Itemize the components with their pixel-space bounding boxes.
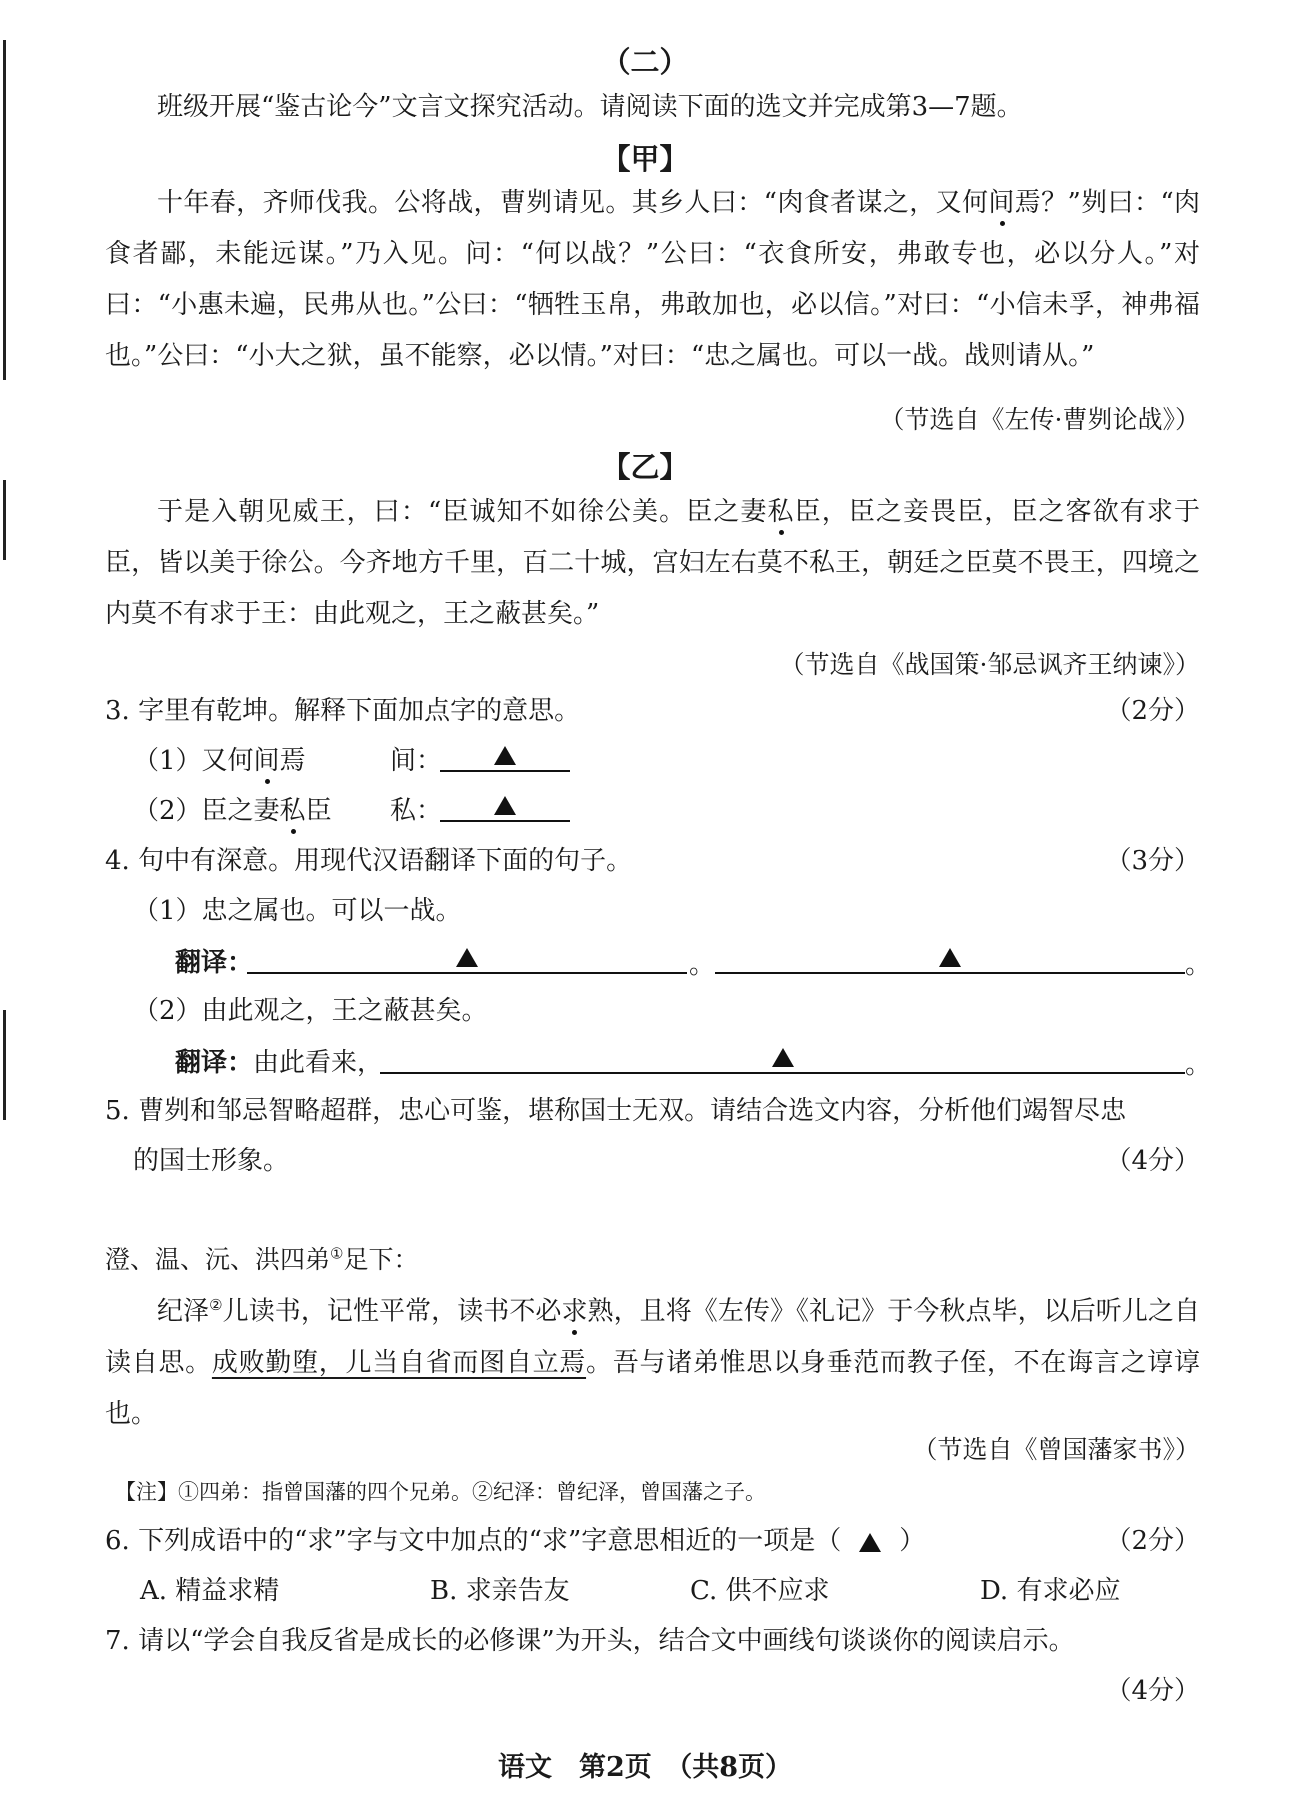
dotted-char: 间 bbox=[988, 188, 1015, 218]
q4-answer-blank-1b[interactable] bbox=[715, 942, 1185, 974]
q3-answer-blank-1[interactable] bbox=[440, 740, 570, 772]
q4-stem: 4. 句中有深意。用现代汉语翻译下面的句子。 （3分） bbox=[105, 840, 1200, 880]
passage-b-text: 于是入朝见威王，曰：“臣诚知不如徐公美。臣之妻私臣，臣之妾畏臣，臣之客欲有求于臣，皆以美于徐公。今齐地方千里，百二十城，宫妇左右莫不私王，朝廷之臣莫不畏王，四境之内莫不有求于王：由此观之，王之蔽甚矣。” bbox=[105, 497, 1200, 629]
triangle-icon bbox=[772, 1048, 794, 1067]
letter-source: （节选自《曾国藩家书》） bbox=[912, 1435, 1200, 1464]
q6-stem: 6. 下列成语中的“求”字与文中加点的“求”字意思相近的一项是（ ） （2分） bbox=[105, 1520, 1200, 1560]
margin-rule bbox=[3, 40, 6, 380]
q4-answer-blank-1a[interactable] bbox=[247, 942, 687, 974]
page-footer: 语文 第2页 （共8页） bbox=[497, 1752, 793, 1783]
q7-stem: 7. 请以“学会自我反省是成长的必修课”为开头，结合文中画线句谈谈你的阅读启示。 bbox=[105, 1626, 1075, 1656]
q6-option-c[interactable]: C. 供不应求 bbox=[690, 1576, 830, 1606]
triangle-icon bbox=[494, 746, 516, 765]
q3-answer-blank-2[interactable] bbox=[440, 790, 570, 822]
q7-score: （4分） bbox=[1105, 1676, 1200, 1706]
q5-score: （4分） bbox=[1105, 1146, 1200, 1176]
letter-note: 【注】①四弟：指曾国藩的四个兄弟。②纪泽：曾纪泽，曾国藩之子。 bbox=[115, 1480, 766, 1504]
q7-score-row bbox=[105, 1670, 1200, 1710]
letter-body: 纪泽②儿读书，记性平常，读书不必求熟，且将《左传》《礼记》于今秋点毕，以后听儿之自读自思。成败勤堕，儿当自省而图自立焉。吾与诸弟惟思以身垂范而教子侄，不在诲言之谆谆也。 bbox=[105, 1296, 1200, 1429]
section-title: （二） bbox=[601, 45, 689, 79]
q3-item1: （1）又何间焉 间： bbox=[133, 740, 633, 780]
q5-stem-line2: 的国士形象。 （4分） bbox=[133, 1140, 1200, 1180]
passage-a-text: 十年春，齐师伐我。公将战，曹刿请见。其乡人曰：“肉食者谋之，又何间焉？”刿曰：“肉食者鄙，未能远谋。”乃入见。问：“何以战？”公曰：“衣食所安，弗敢专也，必以分人。”对曰：“小惠未遍，民弗从也。”公曰：“牺牲玉帛，弗敢加也，必以信。”对曰：“小信未孚，神弗福也。”公曰：“小大之狱，虽不能察，必以情。”对曰：“忠之属也。可以一战。战则请从。” bbox=[105, 188, 1200, 371]
q5-stem-line1: 5. 曹刿和邹忌智略超群，忠心可鉴，堪称国士无双。请结合选文内容，分析他们竭智尽忠 bbox=[105, 1096, 1127, 1126]
triangle-icon bbox=[456, 948, 478, 967]
q3-item2: （2）臣之妻私臣 私： bbox=[133, 790, 633, 830]
margin-rule bbox=[3, 480, 6, 560]
q3-score: （2分） bbox=[1105, 696, 1200, 726]
q4-translation-2: 翻译：由此看来， 。 bbox=[175, 1042, 1200, 1082]
passage-b-source: （节选自《战国策·邹忌讽齐王纳谏》） bbox=[779, 650, 1200, 679]
triangle-icon bbox=[494, 796, 516, 815]
intro-text: 班级开展“鉴古论今”文言文探究活动。请阅读下面的选文并完成第3—7题。 bbox=[157, 92, 1023, 122]
q6-option-a[interactable]: A. 精益求精 bbox=[140, 1576, 280, 1606]
margin-rule bbox=[3, 1010, 6, 1120]
passage-a-heading: 【甲】 bbox=[601, 142, 689, 176]
dotted-char: 私 bbox=[767, 497, 795, 527]
triangle-icon bbox=[939, 948, 961, 967]
q6-score: （2分） bbox=[1105, 1526, 1200, 1556]
letter-salutation: 澄、温、沅、洪四弟①足下： bbox=[105, 1244, 419, 1274]
underlined-sentence: 成败勤堕，儿当自省而图自立焉 bbox=[211, 1347, 587, 1378]
q4-item2: （2）由此观之，王之蔽甚矣。 bbox=[133, 996, 488, 1026]
q4-answer-blank-2[interactable] bbox=[380, 1042, 1185, 1074]
q4-item1: （1）忠之属也。可以一战。 bbox=[133, 896, 462, 926]
passage-a-source: （节选自《左传·曹刿论战》） bbox=[879, 405, 1200, 434]
dotted-char: 私 bbox=[279, 796, 306, 826]
q4-score: （3分） bbox=[1105, 846, 1200, 876]
q6-option-d[interactable]: D. 有求必应 bbox=[980, 1576, 1121, 1606]
q4-translation-1: 翻译： 。 。 bbox=[175, 942, 1200, 982]
q3-stem: 3. 字里有乾坤。解释下面加点字的意思。 （2分） bbox=[105, 690, 1200, 730]
q6-option-b[interactable]: B. 求亲告友 bbox=[430, 1576, 570, 1606]
triangle-icon bbox=[859, 1533, 881, 1552]
dotted-char: 求 bbox=[561, 1296, 588, 1327]
dotted-char: 间 bbox=[253, 746, 280, 776]
passage-b-heading: 【乙】 bbox=[601, 450, 689, 484]
